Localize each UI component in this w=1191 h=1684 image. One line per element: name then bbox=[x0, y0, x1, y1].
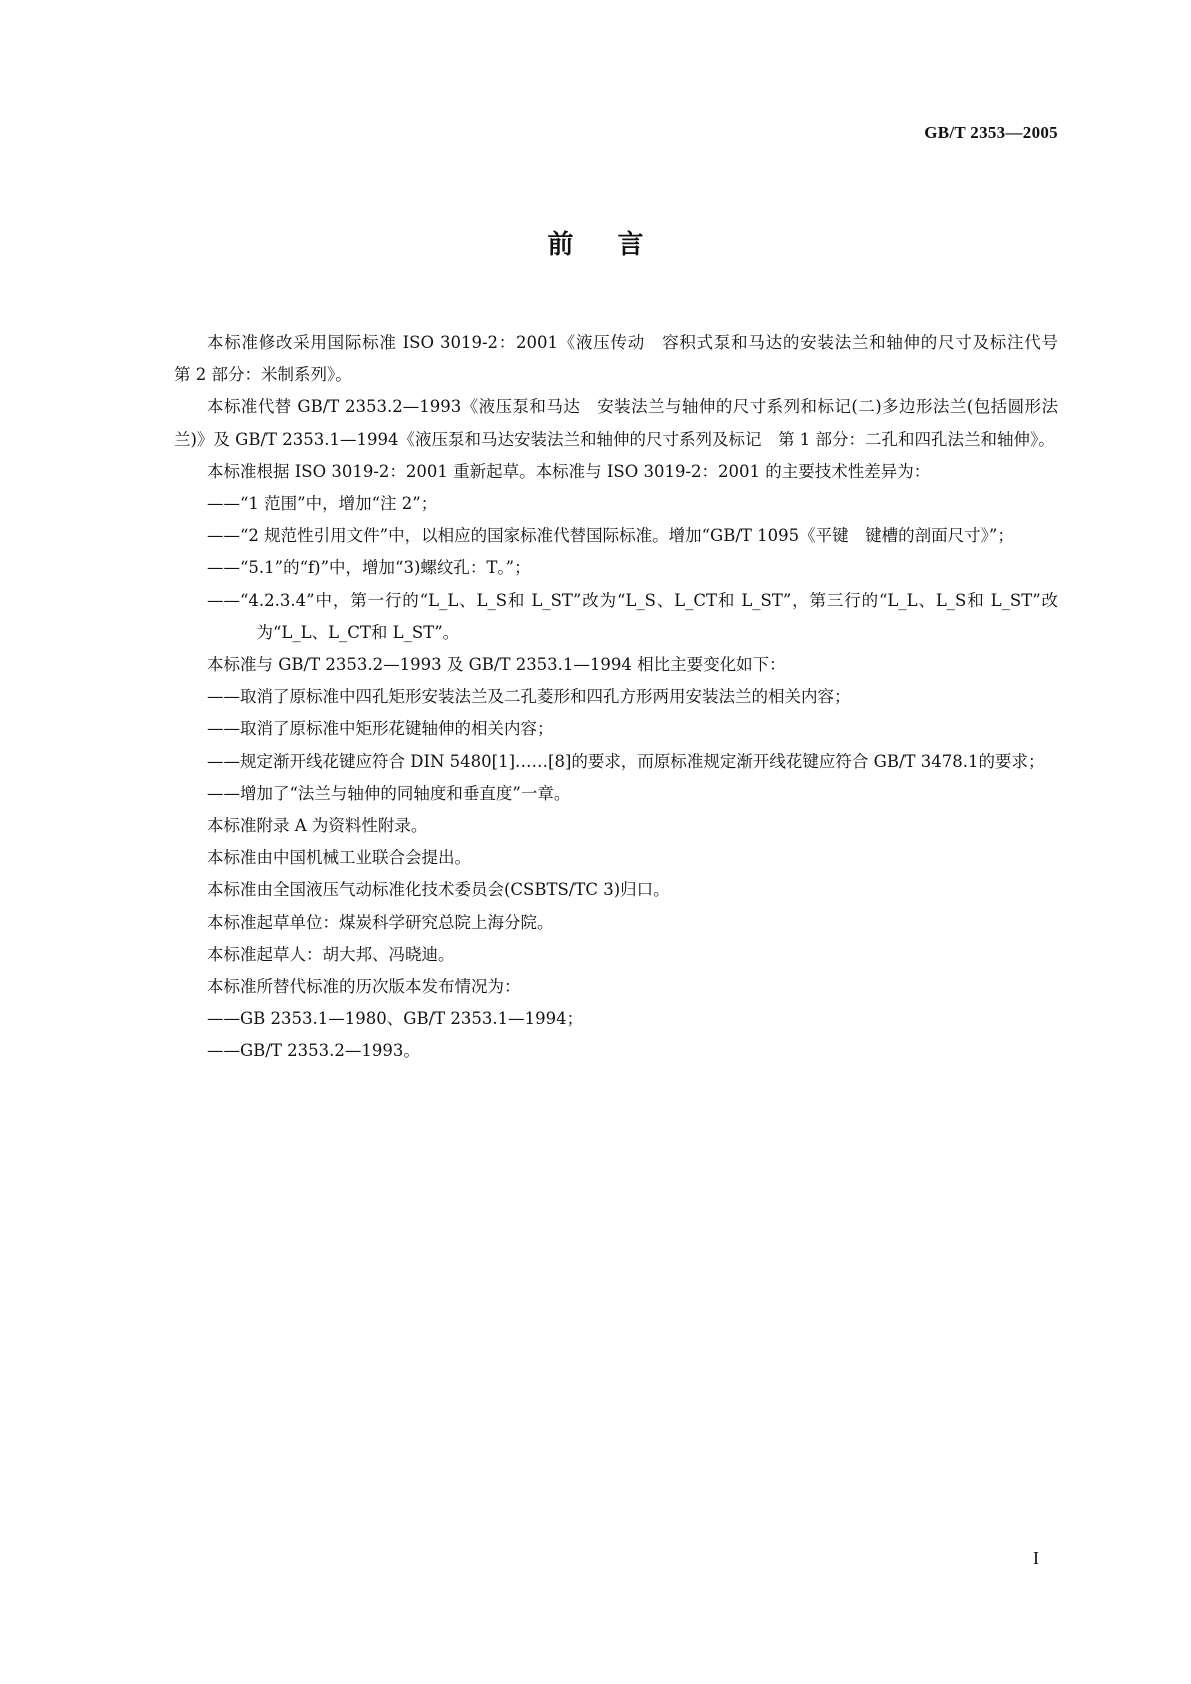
paragraph: 本标准由全国液压气动标准化技术委员会(CSBTS/TC 3)归口。 bbox=[207, 880, 670, 900]
list-item: ——“2 规范性引用文件”中，以相应的国家标准代替国际标准。增加“GB/T 1095《平键 键槽的剖面尺寸》”； bbox=[207, 526, 1014, 546]
list-item: ——规定渐开线花键应符合 DIN 5480[1]……[8]的要求，而原标准规定渐开线花键应符合 GB/T 3478.1的要求； bbox=[207, 751, 1045, 771]
paragraph: 本标准所替代标准的历次版本发布情况为： bbox=[207, 977, 521, 997]
paragraph: 本标准起草人：胡大邦、冯晓迪。 bbox=[207, 944, 455, 964]
list-item: ——取消了原标准中四孔矩形安装法兰及二孔菱形和四孔方形两用安装法兰的相关内容； bbox=[207, 687, 851, 707]
list-item: ——增加了“法兰与轴伸的同轴度和垂直度”一章。 bbox=[207, 783, 571, 803]
paragraph: 本标准附录 A 为资料性附录。 bbox=[207, 816, 428, 836]
list-item: ——“1 范围”中，增加“注 2”； bbox=[207, 494, 438, 514]
paragraph: 本标准起草单位：煤炭科学研究总院上海分院。 bbox=[207, 912, 554, 932]
paragraph: 本标准根据 ISO 3019-2：2001 重新起草。本标准与 ISO 3019-2：2001 的主要技术性差异为： bbox=[207, 461, 931, 481]
paragraph: 本标准代替 GB/T 2353.2—1993《液压泵和马达 安装法兰与轴伸的尺寸系列和标记(二)多边形法兰(包括圆形法兰)》及 GB/T 2353.1—1994《液压泵和马达安装法兰和轴伸的尺寸系列及标记 第 1 部分：二孔和四孔法兰和轴伸》。 bbox=[174, 397, 1058, 449]
page-number: I bbox=[1033, 1548, 1039, 1568]
page-title: 前言 bbox=[547, 230, 688, 260]
paragraph: 本标准修改采用国际标准 ISO 3019-2：2001《液压传动 容积式泵和马达的安装法兰和轴伸的尺寸及标注代号 第 2 部分：米制系列》。 bbox=[174, 333, 1075, 385]
list-item: ——GB/T 2353.2—1993。 bbox=[207, 1041, 420, 1061]
foreword-body bbox=[174, 327, 1075, 1068]
list-item: ——“5.1”的“f)”中，增加“3)螺纹孔：T。”； bbox=[207, 558, 531, 578]
standard-number: GB/T 2353—2005 bbox=[924, 123, 1058, 142]
paragraph: 本标准由中国机械工业联合会提出。 bbox=[207, 848, 471, 868]
list-item: ——取消了原标准中矩形花键轴伸的相关内容； bbox=[207, 719, 554, 739]
list-item: ——GB 2353.1—1980、GB/T 2353.1—1994； bbox=[207, 1009, 584, 1029]
paragraph: 本标准与 GB/T 2353.2—1993 及 GB/T 2353.1—1994 相比主要变化如下： bbox=[207, 655, 786, 675]
list-item: ——“4.2.3.4”中，第一行的“L_L、L_S和 L_ST”改为“L_S、L_CT和 L_ST”，第三行的“L_L、L_S和 L_ST”改为“L_L、L_CT和 L_ST”。 bbox=[207, 590, 1058, 642]
